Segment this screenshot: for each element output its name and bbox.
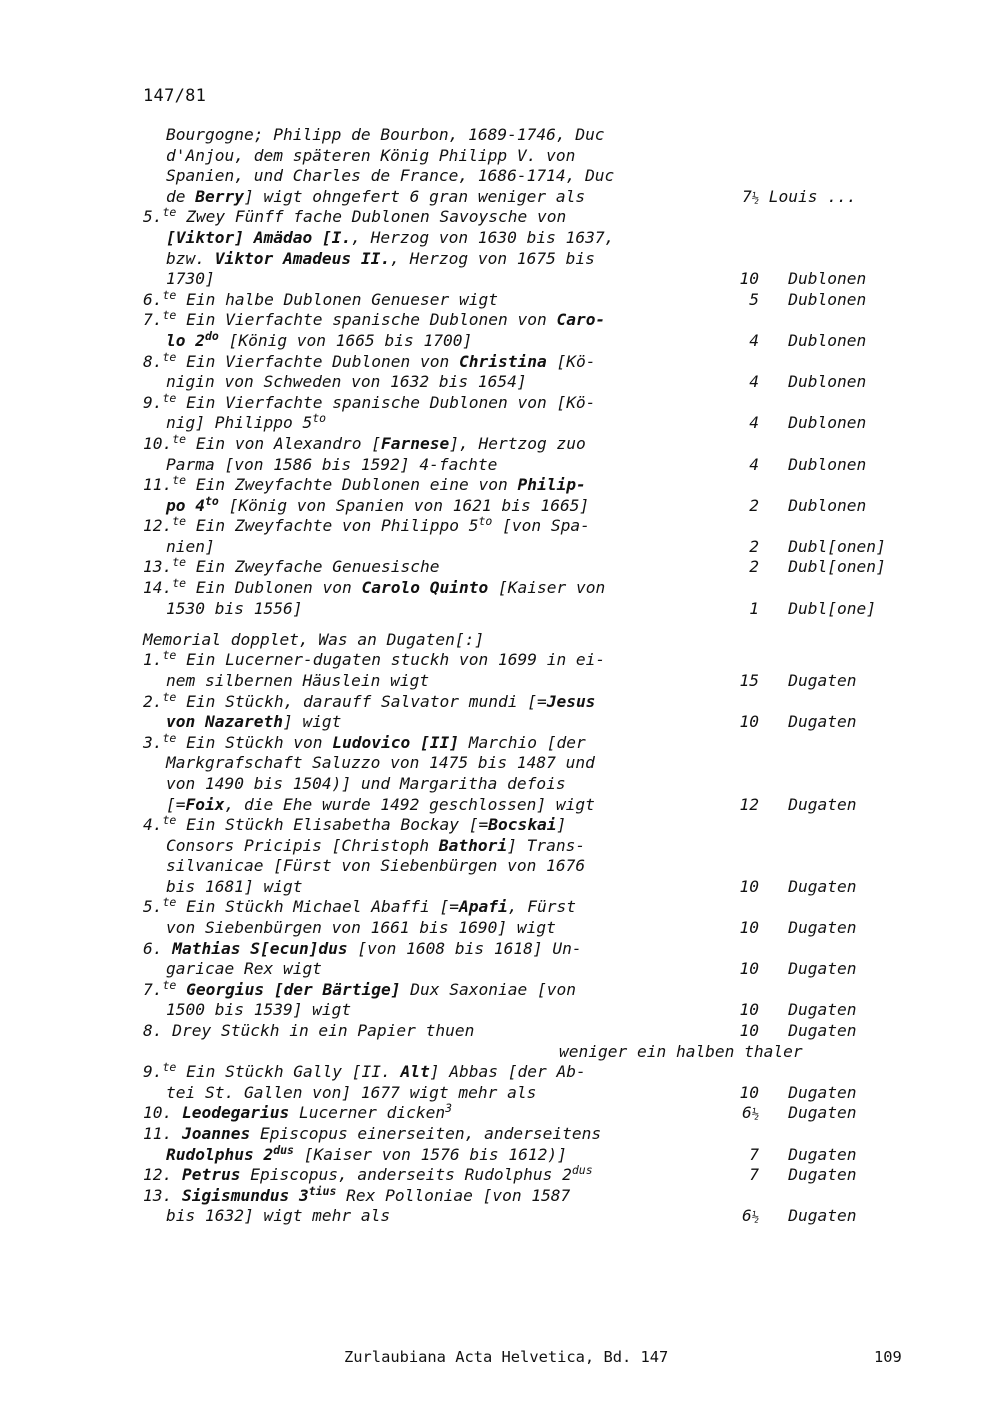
- document-body: [143, 125, 886, 1227]
- list-item-line: [143, 877, 883, 898]
- amount-note: weniger ein halben thaler: [559, 1041, 803, 1061]
- text: Ein Vierfachte Dublonen von: [186, 351, 459, 371]
- list-item-line: [143, 1124, 883, 1145]
- item-number: 5.: [143, 897, 163, 917]
- amount-cell: [713, 413, 866, 434]
- bold-name: Bathori: [438, 835, 508, 855]
- superscript: te: [172, 555, 187, 570]
- item-number: 5.: [143, 207, 163, 227]
- text: von Siebenbürgen von 1661 bis 1690] wigt: [166, 918, 556, 938]
- text: bis 1632] wigt mehr als: [166, 1206, 391, 1226]
- list-item-line: [143, 836, 883, 857]
- list-item-line: [143, 689, 883, 713]
- superscript: tius: [308, 1183, 337, 1198]
- amount: 7: [749, 1144, 759, 1164]
- amount-cell: [713, 1206, 856, 1228]
- item-number: 10.: [143, 433, 173, 453]
- amount-whole: 7: [742, 186, 752, 206]
- amount: 7: [749, 1165, 759, 1185]
- bold-name: Sigismundus 3: [182, 1185, 309, 1205]
- unit: Dugaten: [788, 1000, 857, 1020]
- intro-line-1: Bourgogne; Philipp de Bourbon, 1689-1746, Duc: [166, 125, 605, 144]
- amount: 4: [749, 413, 759, 433]
- list-item-line: [143, 413, 883, 434]
- text: [Kaiser von: [488, 578, 606, 598]
- amount: 4: [749, 330, 759, 350]
- list-item-line: [143, 977, 883, 1001]
- text: Marchio [der: [459, 732, 586, 752]
- amount-cell: [713, 959, 856, 980]
- unit: Dugaten: [788, 876, 857, 896]
- amount: 10: [739, 712, 759, 732]
- bold-name: Joannes: [182, 1124, 251, 1143]
- text: Ein Stückh, darauff Salvator mundi [=: [186, 691, 547, 711]
- amount: 10: [739, 918, 759, 938]
- list-item-line: [143, 249, 883, 270]
- list-item-line: [143, 228, 883, 249]
- amount: 5: [749, 289, 759, 309]
- list-item-line: [143, 1165, 883, 1186]
- item-number: 11.: [143, 1124, 173, 1143]
- text: [Kaiser von 1576 bis 1612)]: [293, 1144, 567, 1164]
- text: bzw.: [166, 248, 215, 268]
- text: ], Hertzog zuo: [449, 433, 586, 453]
- item-number: 9.: [143, 1062, 163, 1082]
- amount-cell: [713, 372, 866, 393]
- bold-name: Caro-: [556, 310, 606, 330]
- superscript: te: [162, 977, 177, 992]
- amount: 15: [739, 670, 759, 690]
- text: [172, 1186, 182, 1205]
- list-item-line: [143, 671, 883, 692]
- amount: 10: [739, 1000, 759, 1020]
- amount: 10: [739, 959, 759, 979]
- intro-line-4: [143, 187, 883, 208]
- unit: Dubl[onen]: [788, 536, 886, 556]
- amount: 4: [749, 372, 759, 392]
- amount-cell: [713, 599, 876, 620]
- list-item-line: [143, 578, 883, 599]
- unit: Dugaten: [788, 794, 857, 814]
- superscript: dus: [273, 1142, 294, 1157]
- amount: [713, 187, 759, 209]
- bold-name: Petrus: [182, 1165, 241, 1185]
- superscript: te: [162, 308, 177, 323]
- list-item-line: [143, 599, 883, 620]
- list-item-line: [143, 1206, 883, 1227]
- amount-cell: [713, 1021, 856, 1042]
- item-number: 1.: [143, 650, 163, 670]
- list-item-line: silvanicae [Fürst von Siebenbürgen von 1676: [166, 856, 586, 876]
- page-number: 109: [874, 1348, 902, 1366]
- superscript: te: [162, 813, 177, 828]
- item-number: 3.: [143, 732, 163, 752]
- bold-name: Apafi: [459, 897, 508, 917]
- superscript: to: [204, 493, 219, 508]
- bold-name: Alt: [400, 1062, 430, 1082]
- text: Episcopus einerseiten, anderseitens: [250, 1124, 602, 1143]
- text: tei St. Gallen von] 1677 wigt mehr als: [166, 1082, 537, 1102]
- amount-cell: [713, 290, 866, 311]
- superscript: te: [162, 349, 177, 364]
- text: nem silbernen Häuslein wigt: [166, 670, 430, 690]
- bold-name: Christina: [459, 351, 547, 371]
- unit: Dugaten: [788, 712, 857, 732]
- list-item-line: [143, 1000, 883, 1021]
- text: ] Abbas [der Ab-: [429, 1062, 586, 1082]
- list-item-line: [143, 1042, 883, 1063]
- unit: Dugaten: [788, 959, 857, 979]
- bold-name: von Nazareth: [166, 712, 283, 732]
- text: , Herzog von 1630 bis 1637,: [351, 227, 615, 247]
- text: , Fürst: [507, 897, 576, 917]
- text: [163, 939, 173, 958]
- unit: Dublonen: [788, 269, 867, 289]
- text: Ein Zweyfachte von Philippo 5: [195, 516, 479, 536]
- amount-fraction: ½: [751, 190, 759, 205]
- list-item-line: Markgrafschaft Saluzzo von 1475 bis 1487 und: [166, 753, 595, 773]
- bold-name: Philip-: [517, 475, 586, 495]
- text: ] Trans-: [507, 835, 586, 855]
- amount-cell: [713, 877, 856, 898]
- unit: Dubl[one]: [788, 598, 876, 618]
- bold-name: Farnese: [381, 433, 450, 453]
- amount: 10: [739, 876, 759, 896]
- amount-cell: [713, 712, 856, 733]
- unit: Dugaten: [788, 1165, 857, 1185]
- superscript: te: [162, 689, 177, 704]
- bold-name: Foix: [185, 794, 225, 814]
- list-item-line: [143, 1021, 883, 1042]
- text: Ein Vierfachte spanische Dublonen von: [186, 310, 557, 330]
- amount-cell: [713, 187, 856, 209]
- list-item-line: [143, 310, 883, 331]
- list-item-line: [143, 1062, 883, 1083]
- list-item-line: [143, 431, 883, 455]
- item-number: 12.: [143, 516, 173, 536]
- amount-fraction: ½: [751, 1107, 759, 1122]
- text: Ein von Alexandro [: [195, 433, 382, 453]
- unit: Dublonen: [788, 372, 867, 392]
- amount-cell: [713, 671, 856, 692]
- bold-name: Mathias S[ecun]dus: [172, 938, 348, 958]
- item-number: 7.: [143, 979, 163, 999]
- text: [König von Spanien von 1621 bis 1665]: [218, 495, 590, 515]
- intro-line-2: d'Anjou, dem späteren König Philipp V. von: [166, 145, 576, 165]
- text: [172, 1124, 182, 1143]
- text: Rex Polloniae [von 1587: [336, 1185, 571, 1205]
- text: ] wigt ohngefert 6 gran weniger als: [243, 186, 586, 206]
- text: , die Ehe wurde 1492 geschlossen] wigt: [224, 794, 595, 814]
- unit: Dublonen: [788, 330, 867, 350]
- list-item-line: [143, 730, 883, 754]
- bold-name: [Viktor] Amädao [I.: [166, 227, 352, 247]
- amount: 2: [749, 495, 759, 515]
- unit: Dugaten: [788, 1103, 857, 1123]
- text: bis 1681] wigt: [166, 876, 303, 896]
- text: [von Spa-: [492, 516, 590, 536]
- item-number: 6.: [143, 938, 163, 958]
- item-number: 12.: [143, 1165, 173, 1185]
- text: [Kö-: [546, 351, 596, 371]
- list-item-line: [143, 939, 883, 960]
- bold-name: Bocskai: [488, 815, 557, 835]
- amount-cell: [713, 795, 856, 816]
- text: Ein Stückh Elisabetha Bockay [=: [186, 815, 489, 835]
- text: Ein Vierfachte spanische Dublonen von [Kö-: [186, 392, 596, 412]
- amount-cell: [713, 269, 866, 290]
- superscript: te: [172, 576, 187, 591]
- superscript: te: [162, 895, 177, 910]
- amount-cell: [713, 557, 886, 578]
- amount: 10: [739, 1021, 759, 1041]
- text: Ein Stückh Michael Abaffi [=: [186, 897, 459, 917]
- text: Ein Stückh Gally [II.: [186, 1062, 401, 1082]
- text: [=: [166, 794, 186, 814]
- list-item-line: [143, 1183, 883, 1207]
- bold-name: po 4: [166, 495, 205, 515]
- unit: Dublonen: [788, 454, 867, 474]
- amount-cell: [713, 1103, 856, 1125]
- list-item-line: [143, 555, 886, 578]
- text: Ein Lucerner-dugaten stuckh von 1699 in ei-: [186, 650, 606, 670]
- text: [König von 1665 bis 1700]: [218, 330, 473, 350]
- bold-name: lo 2: [166, 330, 205, 350]
- item-number: 7.: [143, 310, 163, 330]
- amount: 2: [749, 557, 759, 577]
- item-number: 8.: [143, 351, 163, 371]
- text: Lucerner dicken: [289, 1103, 446, 1123]
- superscript: te: [172, 431, 187, 446]
- list-item-line: [143, 1083, 883, 1104]
- bold-name: Viktor Amadeus II.: [214, 248, 391, 268]
- item-number: 9.: [143, 392, 163, 412]
- amount-cell: [713, 1145, 856, 1166]
- text: nigin von Schweden von 1632 bis 1654]: [166, 372, 527, 392]
- text: Ein Zweyfachte Dublonen eine von: [195, 475, 518, 495]
- amount-cell: [713, 1083, 856, 1104]
- superscript: do: [204, 328, 219, 343]
- item-number: 10.: [143, 1103, 173, 1123]
- list-item-line: [143, 1142, 883, 1166]
- text: [172, 1103, 182, 1122]
- text: [172, 1165, 182, 1184]
- superscript: te: [172, 514, 187, 529]
- list-item-line: [143, 455, 883, 476]
- unit: Dublonen: [788, 289, 867, 309]
- list-item-line: [143, 269, 883, 290]
- text: [von 1608 bis 1618] Un-: [347, 938, 582, 958]
- item-number: 13.: [143, 557, 173, 577]
- bold-name: Ludovico [II]: [332, 732, 459, 752]
- text: Consors Pricipis [Christoph: [166, 835, 439, 855]
- unit: Louis ...: [768, 186, 857, 206]
- list-item-line: [143, 1103, 883, 1124]
- amount: 10: [739, 1082, 759, 1102]
- amount-cell: [713, 331, 866, 352]
- text: Dux Saxoniae [von: [400, 979, 576, 999]
- amount-fraction: ½: [751, 1210, 759, 1225]
- list-item-line: von 1490 bis 1504)] und Margaritha defois: [166, 773, 566, 793]
- text: 1530 bis 1556]: [166, 598, 303, 618]
- text: garicae Rex wigt: [166, 959, 322, 979]
- unit: Dugaten: [788, 1206, 857, 1226]
- amount: 12: [739, 794, 759, 814]
- unit: Dugaten: [788, 918, 857, 938]
- list-item-line: [143, 712, 883, 733]
- footer-title: Zurlaubiana Acta Helvetica, Bd. 147: [344, 1348, 669, 1366]
- superscript: te: [162, 390, 177, 405]
- list-item-line: [143, 475, 883, 496]
- amount: [713, 1103, 759, 1125]
- text: de: [166, 186, 196, 206]
- text: Ein Dublonen von: [195, 578, 362, 598]
- amount: 4: [749, 454, 759, 474]
- text: 1730]: [166, 269, 215, 289]
- text: nig] Philippo 5: [166, 413, 313, 433]
- amount-cell: [713, 1000, 856, 1021]
- list-item-line: [143, 390, 883, 414]
- amount-cell: [713, 496, 866, 517]
- section-heading: Memorial dopplet, Was an Dugaten[:]: [143, 629, 485, 649]
- item-number: 2.: [143, 691, 163, 711]
- superscript: te: [162, 730, 177, 745]
- list-item-line: [143, 650, 883, 671]
- text: Episcopus, anderseits Rudolphus 2: [240, 1165, 572, 1185]
- superscript: dus: [571, 1163, 593, 1178]
- superscript: to: [312, 411, 327, 426]
- unit: Dugaten: [788, 1082, 857, 1102]
- text: ]: [556, 815, 567, 835]
- text: Parma [von 1586 bis 1592] 4-fachte: [166, 454, 498, 474]
- list-item-line: [143, 815, 883, 836]
- list-item-line: [143, 959, 883, 980]
- superscript: te: [162, 648, 177, 663]
- superscript: te: [162, 1060, 177, 1075]
- list-item-line: [143, 536, 886, 558]
- bold-name: Carolo Quinto: [361, 578, 489, 598]
- superscript: te: [162, 205, 177, 220]
- amount-whole: 6: [742, 1103, 752, 1123]
- text: Drey Stückh in ein Papier thuen: [162, 1021, 475, 1041]
- text: 1500 bis 1539] wigt: [166, 1000, 352, 1020]
- superscript: to: [478, 514, 493, 529]
- bold-name: Rudolphus 2: [166, 1144, 274, 1164]
- text: nien]: [166, 536, 215, 556]
- list-item-line: [143, 207, 883, 228]
- bold-name: Berry: [195, 186, 244, 206]
- amount: 2: [749, 536, 759, 556]
- intro-line-3: Spanien, und Charles de France, 1686-1714, Duc: [166, 166, 615, 186]
- item-number: 11.: [143, 475, 173, 495]
- list-item-line: [143, 493, 883, 517]
- text: ] wigt: [282, 712, 342, 732]
- unit: Dublonen: [788, 495, 867, 515]
- text: , Herzog von 1675 bis: [390, 248, 595, 268]
- item-number: 6.: [143, 289, 163, 309]
- amount: 1: [749, 598, 759, 618]
- amount-cell: [713, 455, 866, 476]
- amount: 10: [739, 269, 759, 289]
- unit: Dublonen: [788, 413, 867, 433]
- list-item-line: [143, 918, 883, 939]
- bold-name: Leodegarius: [182, 1103, 290, 1123]
- list-item-line: [143, 287, 883, 311]
- text: Ein Zweyfache Genuesische: [195, 557, 440, 577]
- amount-cell: [713, 918, 856, 939]
- item-number: 8.: [143, 1021, 163, 1041]
- unit: Dubl[onen]: [788, 557, 886, 577]
- unit: Dugaten: [788, 1144, 857, 1164]
- superscript: te: [172, 473, 187, 488]
- list-item-line: [143, 349, 883, 373]
- superscript: te: [162, 287, 177, 302]
- unit: Dugaten: [788, 670, 857, 690]
- list-item-line: [143, 795, 883, 816]
- text: Ein Stückh von: [186, 732, 333, 752]
- unit: Dugaten: [788, 1021, 857, 1041]
- text: Ein halbe Dublonen Genueser wigt: [186, 289, 498, 309]
- footnote-marker: 3: [445, 1101, 453, 1116]
- item-number: 13.: [143, 1185, 173, 1205]
- amount-whole: 6: [742, 1206, 752, 1226]
- list-item-line: [143, 328, 883, 352]
- section-gap: [143, 619, 883, 630]
- item-number: 4.: [143, 815, 163, 835]
- list-item-line: [143, 897, 883, 918]
- page-reference: 147/81: [143, 86, 207, 106]
- amount-cell: [713, 537, 886, 558]
- bold-name: Jesus: [546, 691, 596, 711]
- amount-cell: [713, 1165, 856, 1186]
- text: Zwey Fünff fache Dublonen Savoysche von: [186, 207, 567, 227]
- bold-name: Georgius [der Bärtige]: [186, 979, 401, 999]
- list-item-line: [143, 372, 883, 393]
- amount: [713, 1206, 759, 1228]
- list-item-line: [143, 516, 883, 537]
- item-number: 14.: [143, 578, 173, 598]
